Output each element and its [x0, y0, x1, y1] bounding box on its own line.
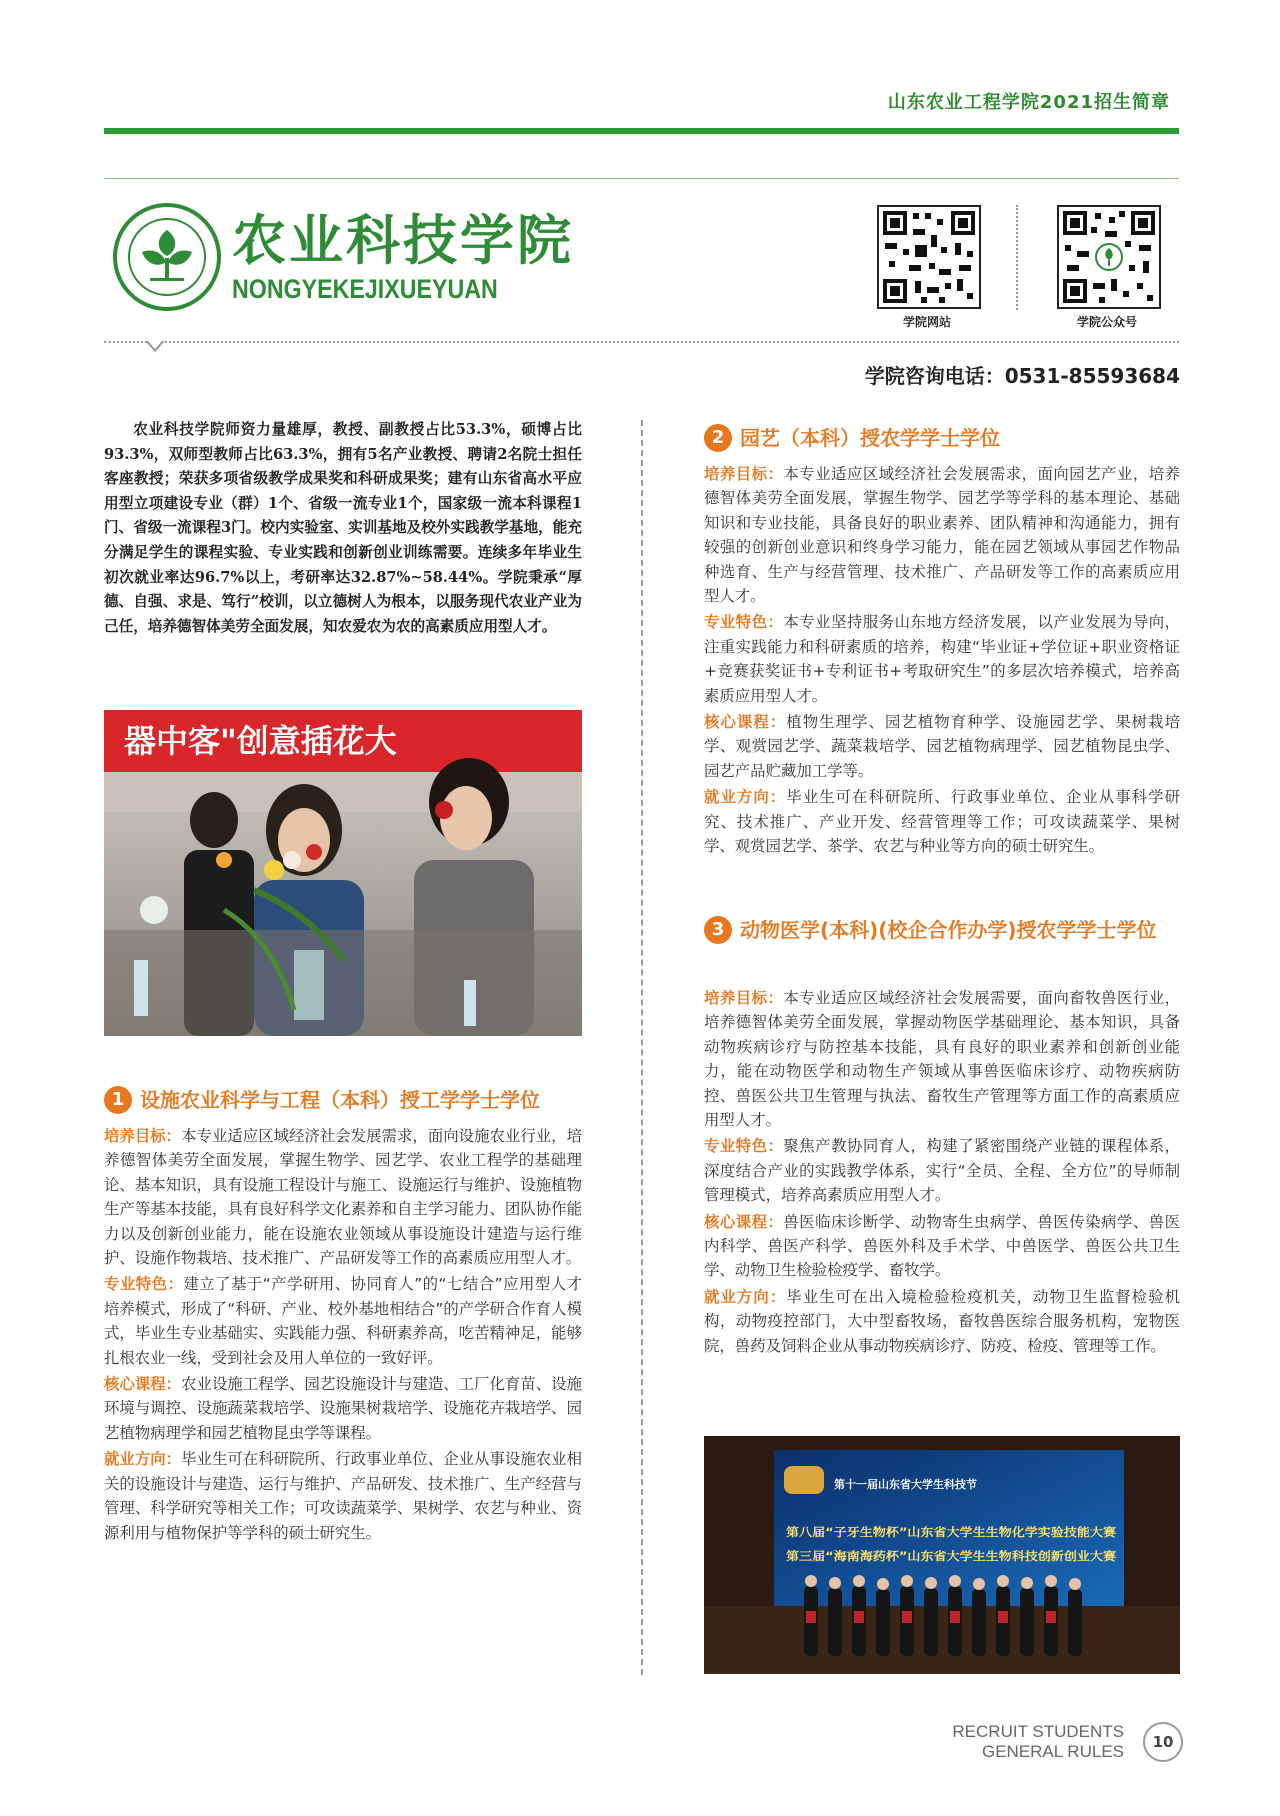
major-2-goal-text: 本专业适应区域经济社会发展需求，面向园艺产业，培养德智体美劳全面发展，掌握生物学、园艺学等学科的基本理论、基础知识和专业技能，具备良好的职业素养、团队精神和沟通能力，拥有较强的创新创业意识和终身学习能力，能在园艺领域从事园艺作物品种选育、生产与经营管理、技术推广、产品研发等工作的高素质应用型人才。 [704, 465, 1180, 606]
major-1-heading [104, 1084, 604, 1116]
college-name: 农业科技学院 [232, 209, 574, 272]
major-2-feature [704, 610, 1180, 708]
feature-label: 专业特色： [704, 613, 784, 632]
major-1-title: 设施农业科学与工程（本科）授工学学士学位 [140, 1088, 540, 1112]
major-3-courses-text: 兽医临床诊断学、动物寄生虫病学、兽医传染病学、兽医内科学、兽医产科学、兽医外科及手术学、中兽医学、兽医公共卫生学、动物卫生检验检疫学、畜牧学。 [704, 1212, 1180, 1280]
stage-line-2: 第八届“子牙生物杯”山东省大学生生物化学实验技能大赛 [786, 1525, 1117, 1539]
footer-caption [952, 1722, 1124, 1762]
major-1-details [104, 1124, 582, 1547]
goal-label: 培养目标： [704, 465, 784, 483]
major-1-courses [104, 1372, 582, 1445]
major-3-heading [704, 914, 1184, 946]
college-pinyin: NONGYEKEJIXUEYUAN [232, 274, 498, 304]
major-2-courses [704, 710, 1180, 783]
qr-wechat-label: 学院公众号 [1076, 315, 1137, 329]
major-3-feature-text: 聚焦产教协同育人，构建了紧密围绕产业链的课程体系，深度结合产业的实践教学体系，实行“全员、全程、全方位”的导师制管理模式，培养高素质应用型人才。 [704, 1137, 1180, 1205]
career-label: 就业方向： [704, 1287, 787, 1306]
qr-divider [1016, 205, 1018, 310]
major-2-title: 园艺（本科）授农学学士学位 [740, 426, 1000, 450]
college-introduction: 农业科技学院师资力量雄厚，教授、副教授占比53.3%，硕博占比93.3%，双师型教师占比63.3%，拥有5名产业教授、聘请2名院士担任客座教授；荣获多项省级教学成果奖和科研成果奖；建有山东省高水平应用型立项建设专业（群）1个、省级一流专业1个，国家级一流本科课程1门、省级一流课程3门。校内实验室、实训基地及校外实践教学基地，能充分满足学生的课程实验、专业实践和创新创业训练需要。连续多年毕业生初次就业率达96.7%以上，考研率达32.87%~58.44%。学院秉承“厚德、自强、求是、笃行”校训，以立德树人为根本，以服务现代农业产业为己任，培养德智体美劳全面发展，知农爱农为农的高素质应用型人才。 [104, 421, 582, 635]
courses-label: 核心课程： [704, 713, 787, 732]
courses-label: 核心课程： [704, 1212, 784, 1231]
major-1-goal-text: 本专业适应区域经济社会发展需求，面向设施农业行业，培养德智体美劳全面发展，掌握生物学、园艺学、农业工程学的基础理论、基本知识，具有设施工程设计与施工、设施运行与维护、设施植物生产等基本技能，具有良好科学文化素养和自主学习能力、团队协作能力以及创新创业能力，能在设施农业领域从事设施设计建造与运行维护、设施作物栽培、技术推广、产品研发等工作的高素质应用型人才。 [104, 1127, 582, 1268]
major-1-career [104, 1447, 582, 1545]
major-3-feature [704, 1134, 1180, 1207]
major-3-number: 3 [704, 916, 732, 944]
footer-line-1: RECRUIT STUDENTS [952, 1722, 1124, 1741]
major-2-career [704, 785, 1180, 858]
goal-label: 培养目标： [104, 1127, 182, 1145]
major-2-feature-text: 本专业坚持服务山东地方经济发展，以产业发展为导向，注重实践能力和科研素质的培养，构建“毕业证+学位证+职业资格证+竞赛获奖证书+专利证书+考取研究生”的多层次培养模式，培养高素质应用型人才。 [704, 613, 1180, 705]
qr-website-label: 学院网站 [902, 315, 951, 329]
flower-arranging-photo [104, 710, 582, 1036]
major-2-courses-text: 植物生理学、园艺植物育种学、设施园艺学、果树栽培学、观赏园艺学、蔬菜栽培学、园艺植物病理学、园艺植物昆虫学、园艺产品贮藏加工学等。 [704, 713, 1180, 780]
major-2-goal [704, 462, 1180, 608]
divider-notch-inner [148, 341, 162, 349]
feature-label: 专业特色： [704, 1137, 784, 1156]
major-3-goal-text: 本专业适应区域经济社会发展需要，面向畜牧兽医行业，培养德智体美劳全面发展，掌握动物医学基础理论、基本知识，具备动物疾病诊疗与防控基本技能，具有良好的职业素养和创新创业能力，能在动物医学和动物生产领域从事兽医临床诊疗、动物疾病防控、兽医公共卫生管理与执法、畜牧生产管理等方面工作的高素质应用型人才。 [704, 989, 1180, 1130]
major-2-number: 2 [704, 424, 732, 452]
career-label: 就业方向： [104, 1450, 182, 1469]
major-3-goal [704, 986, 1180, 1132]
page-number: 10 [1143, 1722, 1183, 1762]
photo-banner-text: 器中客"创意插花大 [124, 722, 397, 760]
header-divider [104, 178, 1179, 179]
column-divider [641, 420, 643, 1675]
top-green-bar [104, 128, 1179, 134]
major-3-courses [704, 1210, 1180, 1283]
college-logo [112, 202, 222, 312]
major-1-goal [104, 1124, 582, 1270]
major-3-career [704, 1285, 1180, 1358]
footer-line-2: GENERAL RULES [981, 1742, 1124, 1761]
feature-label: 专业特色： [104, 1275, 184, 1294]
major-3-career-text: 毕业生可在出入境检验检疫机关，动物卫生监督检验机构，动物疫控部门，大中型畜牧场，畜牧兽医综合服务机构，宠物医院，兽药及饲料企业从事动物疾病诊疗、防疫、检疫、管理等工作。 [704, 1287, 1180, 1355]
stage-line-3: 第三届“海南海药杯”山东省大学生生物科技创新创业大赛 [786, 1549, 1117, 1563]
career-label: 就业方向： [704, 788, 787, 807]
major-1-number: 1 [104, 1086, 132, 1114]
major-2-heading [704, 422, 1184, 454]
major-2-career-text: 毕业生可在科研院所、行政事业单位、企业从事科学研究、技术推广、产业开发、经营管理等工作；可攻读蔬菜学、果树学、观赏园艺学、茶学、农艺与种业等方向的硕士研究生。 [704, 788, 1180, 856]
header-dotted-divider [104, 341, 1179, 343]
brochure-title: 山东农业工程学院2021招生简章 [887, 92, 1170, 113]
major-2-details [704, 462, 1180, 861]
qr-code-website[interactable] [877, 205, 981, 309]
stage-line-1: 第十一届山东省大学生科技节 [834, 1478, 977, 1491]
major-1-career-text: 毕业生可在科研院所、行政事业单位、企业从事设施农业相关的设施设计与建造、运行与维护、产品研发、技术推广、生产经营与管理、科学研究等相关工作；可攻读蔬菜学、果树学、农艺与种业、资源利用与植物保护等学科的硕士研究生。 [104, 1450, 582, 1542]
major-1-feature [104, 1272, 582, 1370]
major-3-details [704, 986, 1180, 1360]
award-ceremony-photo [704, 1436, 1180, 1674]
major-3-title: 动物医学(本科)(校企合作办学)授农学学士学位 [740, 918, 1157, 942]
qr-code-wechat[interactable] [1057, 205, 1161, 309]
goal-label: 培养目标： [704, 989, 784, 1007]
consultation-phone: 学院咨询电话：0531-85593684 [864, 364, 1180, 388]
courses-label: 核心课程： [104, 1375, 182, 1394]
major-1-courses-text: 农业设施工程学、园艺设施设计与建造、工厂化育苗、设施环境与调控、设施蔬菜栽培学、设施果树栽培学、设施花卉栽培学、园艺植物病理学和园艺植物昆虫学等课程。 [104, 1375, 582, 1442]
major-1-feature-text: 建立了基于“产学研用、协同育人”的“七结合”应用型人才培养模式，形成了“科研、产业、校外基地相结合”的产学研合作育人模式，毕业生专业基础实、实践能力强、科研素养高，吃苦精神足，能够扎根农业一线，受到社会及用人单位的一致好评。 [104, 1275, 582, 1367]
